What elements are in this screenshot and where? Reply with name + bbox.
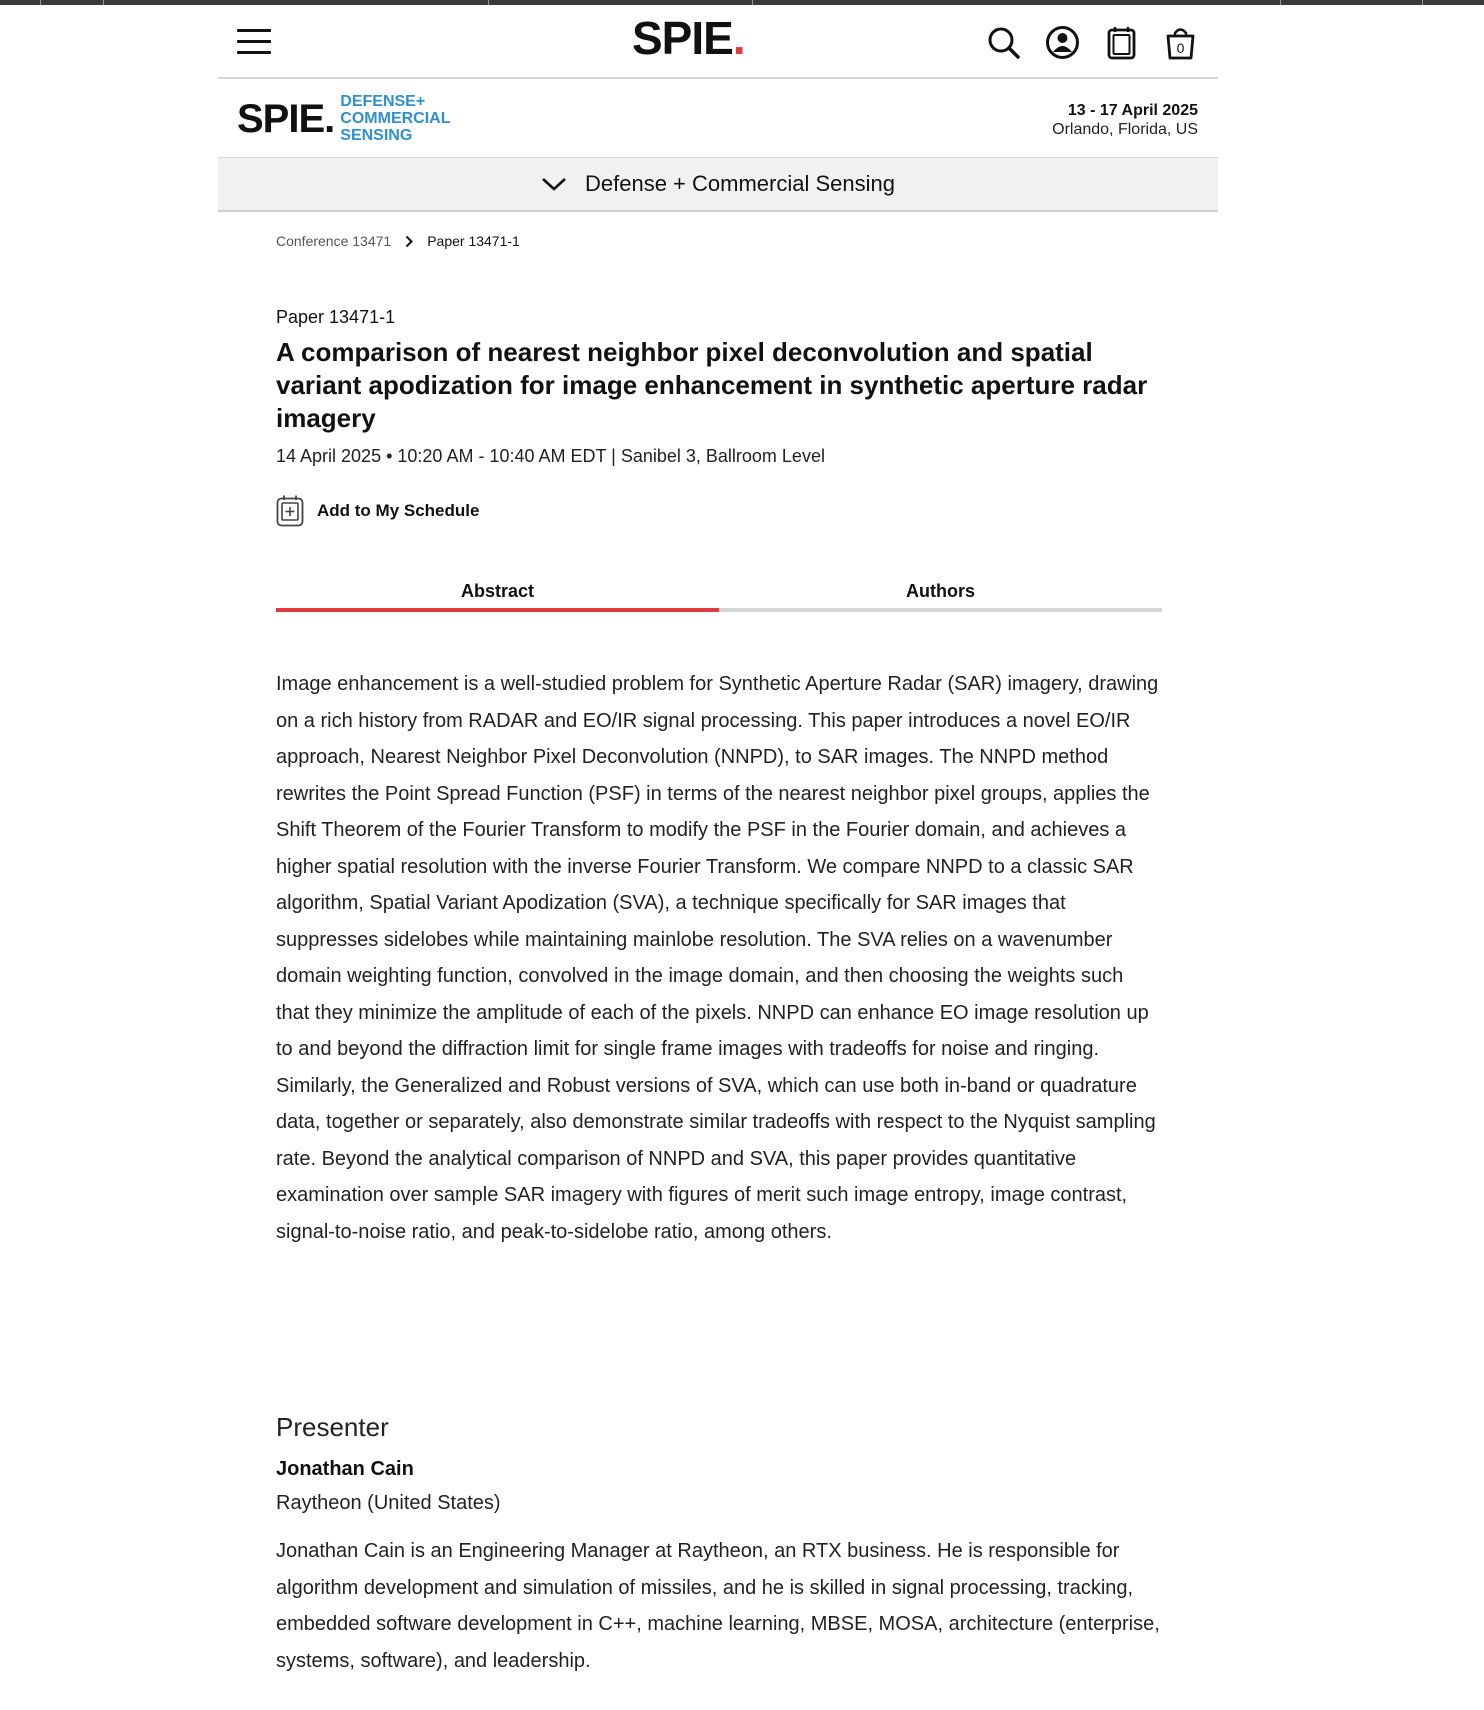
paper-number: Paper 13471-1: [276, 307, 396, 327]
presenter-heading: Presenter: [276, 1412, 389, 1442]
search-icon[interactable]: [986, 25, 1021, 60]
breadcrumb-current: Paper 13471-1: [427, 233, 520, 249]
presenter-bio: Jonathan Cain is an Engineering Manager at Raytheon, an RTX business. He is responsible for algorithm development and simulation of missiles, and he is skilled in signal processing, tracking, embedded software development in C++, machine learning, MBSE, MOSA, architecture (enterprise, systems, software), and leadership.: [276, 1540, 1160, 1672]
paper-tabs: [276, 581, 1162, 612]
event-location: Orlando, Florida, US: [1052, 121, 1198, 138]
account-icon[interactable]: [1045, 25, 1080, 60]
add-schedule-icon: [276, 495, 304, 527]
site-header: [218, 5, 1218, 79]
chevron-down-icon: [541, 176, 567, 192]
abstract-text: Image enhancement is a well-studied problem for Synthetic Aperture Radar (SAR) imagery, drawing on a rich history from RADAR and EO/IR signal processing. This paper introduces a novel EO/IR approach, Nearest Neighbor Pixel Deconvolution (NNPD), to SAR images. The NNPD method rewrites the Point Spread Function (PSF) in terms of the nearest neighbor pixel groups, applies the Shift Theorem of the Fourier Transform to modify the PSF in the Fourier domain, and achieves a higher spatial resolution with the inverse Fourier Transform. We compare NNPD to a classic SAR algorithm, Spatial Variant Apodization (SVA), a technique specifically for SAR images that suppresses sidelobes while maintaining mainlobe resolution. The SVA relies on a wavenumber domain weighting function, convolved in the image domain, and then choosing the weights such that they minimize the amplitude of each of the pixels. NNPD can enhance EO image resolution up to and beyond the diffraction limit for single frame images with tradeoffs for noise and ringing. Similarly, the Generalized and Robust versions of SVA, which can use both in-band or quadrature data, together or separately, also demonstrate similar tradeoffs with respect to the Nyquist sampling rate. Beyond the analytical comparison of NNPD and SVA, this paper provides quantitative examination over sample SAR imagery with figures of merit such image entropy, image contrast, signal-to-noise ratio, and peak-to-sidelobe ratio, among others.: [276, 673, 1159, 1243]
breadcrumb: [276, 233, 520, 249]
event-spie-logo: SPIE.: [237, 96, 335, 141]
cart-icon[interactable]: [1163, 25, 1198, 60]
paper-session-info: 14 April 2025 • 10:20 AM - 10:40 AM EDT | Sanibel 3, Ballroom Level: [276, 446, 825, 466]
breadcrumb-conference[interactable]: Conference 13471: [276, 233, 392, 249]
presenter-affiliation: Raytheon (United States): [276, 1492, 501, 1514]
event-name: DEFENSE+ COMMERCIAL SENSING: [340, 93, 451, 144]
event-dates: [1052, 101, 1198, 139]
tab-abstract[interactable]: Abstract: [276, 581, 719, 612]
spie-logo[interactable]: SPIE.: [632, 12, 745, 64]
chevron-right-icon: [405, 235, 413, 248]
cart-count: 0: [1176, 40, 1185, 56]
add-to-schedule-label: Add to My Schedule: [317, 501, 480, 520]
paper-title: A comparison of nearest neighbor pixel deconvolution and spatial variant apodization for image enhancement in synthetic aperture radar imagery: [276, 337, 1148, 433]
event-date-range: 13 - 17 April 2025: [1067, 102, 1198, 119]
event-header: [218, 79, 1218, 157]
presenter-name: Jonathan Cain: [276, 1458, 414, 1480]
tab-authors[interactable]: Authors: [719, 581, 1162, 612]
page-container: [218, 5, 1218, 212]
event-nav-label: Defense + Commercial Sensing: [585, 171, 895, 196]
event-logo[interactable]: [237, 93, 451, 144]
event-nav-dropdown[interactable]: [218, 157, 1218, 212]
menu-icon[interactable]: [237, 29, 271, 55]
header-icons: [986, 25, 1198, 60]
schedule-icon[interactable]: [1104, 25, 1139, 60]
add-to-schedule-button[interactable]: [276, 495, 479, 527]
